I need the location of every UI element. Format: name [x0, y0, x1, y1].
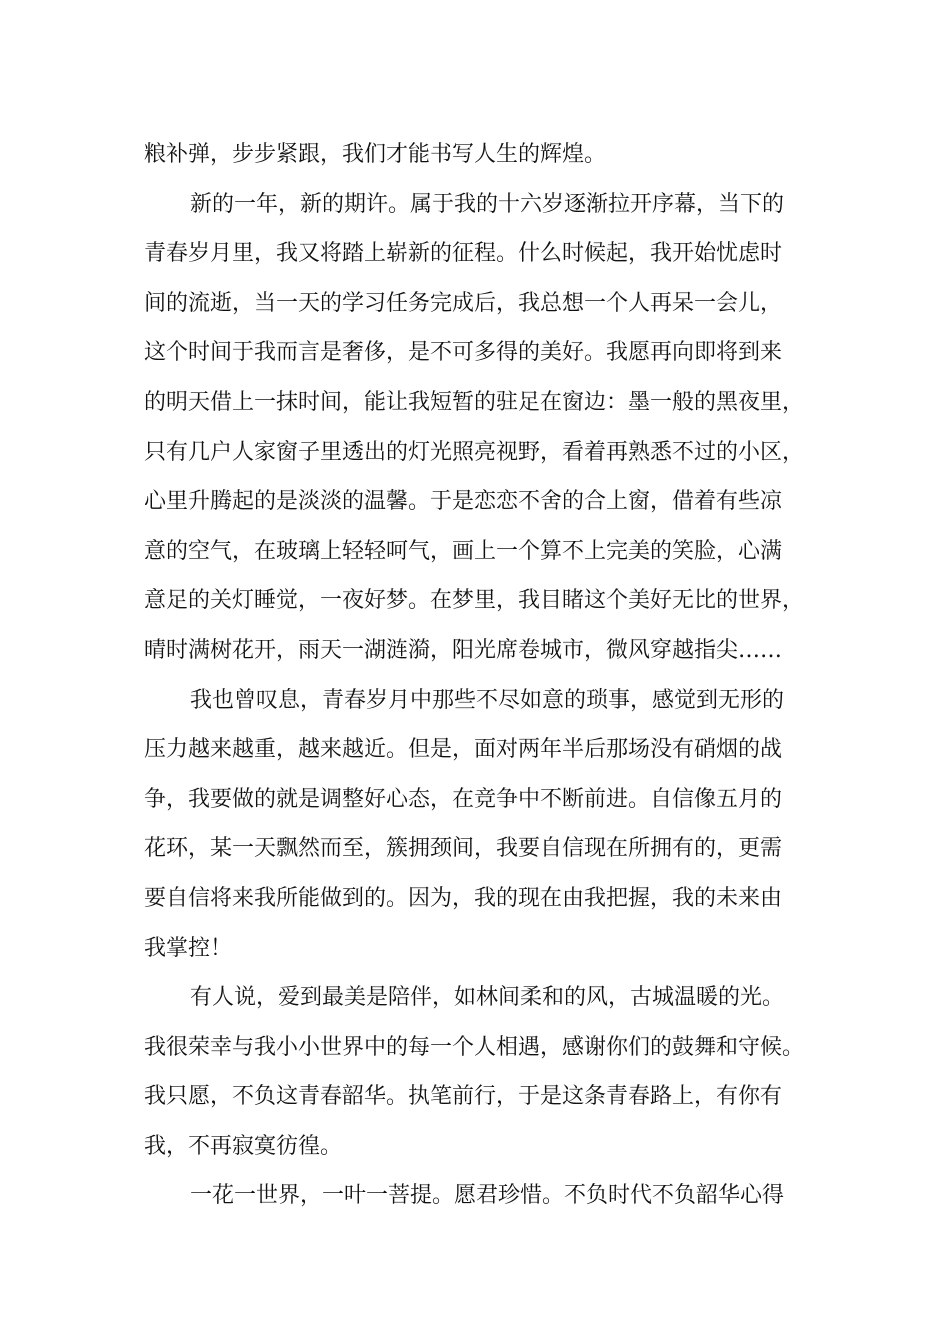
text-line: 我掌控！ [144, 935, 233, 961]
text-line: 心里升腾起的是淡淡的温馨。于是恋恋不舍的合上窗，借着有些凉 [144, 489, 783, 515]
text-line: 我也曾叹息，青春岁月中那些不尽如意的琐事，感觉到无形的 [190, 687, 785, 713]
text-line: 新的一年，新的期许。属于我的十六岁逐渐拉开序幕，当下的 [190, 191, 785, 217]
text-line: 一花一世界，一叶一菩提。愿君珍惜。不负时代不负韶华心得 [190, 1183, 785, 1209]
text-line: 间的流逝，当一天的学习任务完成后，我总想一个人再呆一会儿， [144, 290, 783, 316]
text-line: 有人说，爱到最美是陪伴，如林间柔和的风，古城温暖的光。 [190, 985, 785, 1011]
text-line: 要自信将来我所能做到的。因为，我的现在由我把握，我的未来由 [144, 885, 783, 911]
text-line: 意的空气，在玻璃上轻轻呵气，画上一个算不上完美的笑脸，心满 [144, 538, 783, 564]
text-line: 意足的关灯睡觉，一夜好梦。在梦里，我目睹这个美好无比的世界， [144, 588, 805, 614]
text-line: 这个时间于我而言是奢侈，是不可多得的美好。我愿再向即将到来 [144, 340, 783, 366]
document-body-text [144, 130, 824, 1221]
text-line: 只有几户人家窗子里透出的灯光照亮视野，看着再熟悉不过的小区， [144, 439, 805, 465]
text-line: 的明天借上一抹时间，能让我短暂的驻足在窗边：墨一般的黑夜里， [144, 389, 805, 415]
text-line: 晴时满树花开，雨天一湖涟漪，阳光席卷城市，微风穿越指尖…… [144, 637, 783, 663]
text-line: 我，不再寂寞彷徨。 [144, 1133, 343, 1159]
text-line: 粮补弹，步步紧跟，我们才能书写人生的辉煌。 [144, 142, 607, 167]
text-line: 花环，某一天飘然而至，簇拥颈间，我要自信现在所拥有的，更需 [144, 836, 783, 862]
text-line: 我只愿，不负这青春韶华。执笔前行，于是这条青春路上，有你有 [144, 1084, 783, 1110]
text-line: 青春岁月里，我又将踏上崭新的征程。什么时候起，我开始忧虑时 [144, 241, 783, 267]
text-line: 争，我要做的就是调整好心态，在竞争中不断前进。自信像五月的 [144, 786, 783, 812]
text-line: 我很荣幸与我小小世界中的每一个人相遇，感谢你们的鼓舞和守候。 [144, 1034, 805, 1060]
text-line: 压力越来越重，越来越近。但是，面对两年半后那场没有硝烟的战 [144, 737, 783, 763]
